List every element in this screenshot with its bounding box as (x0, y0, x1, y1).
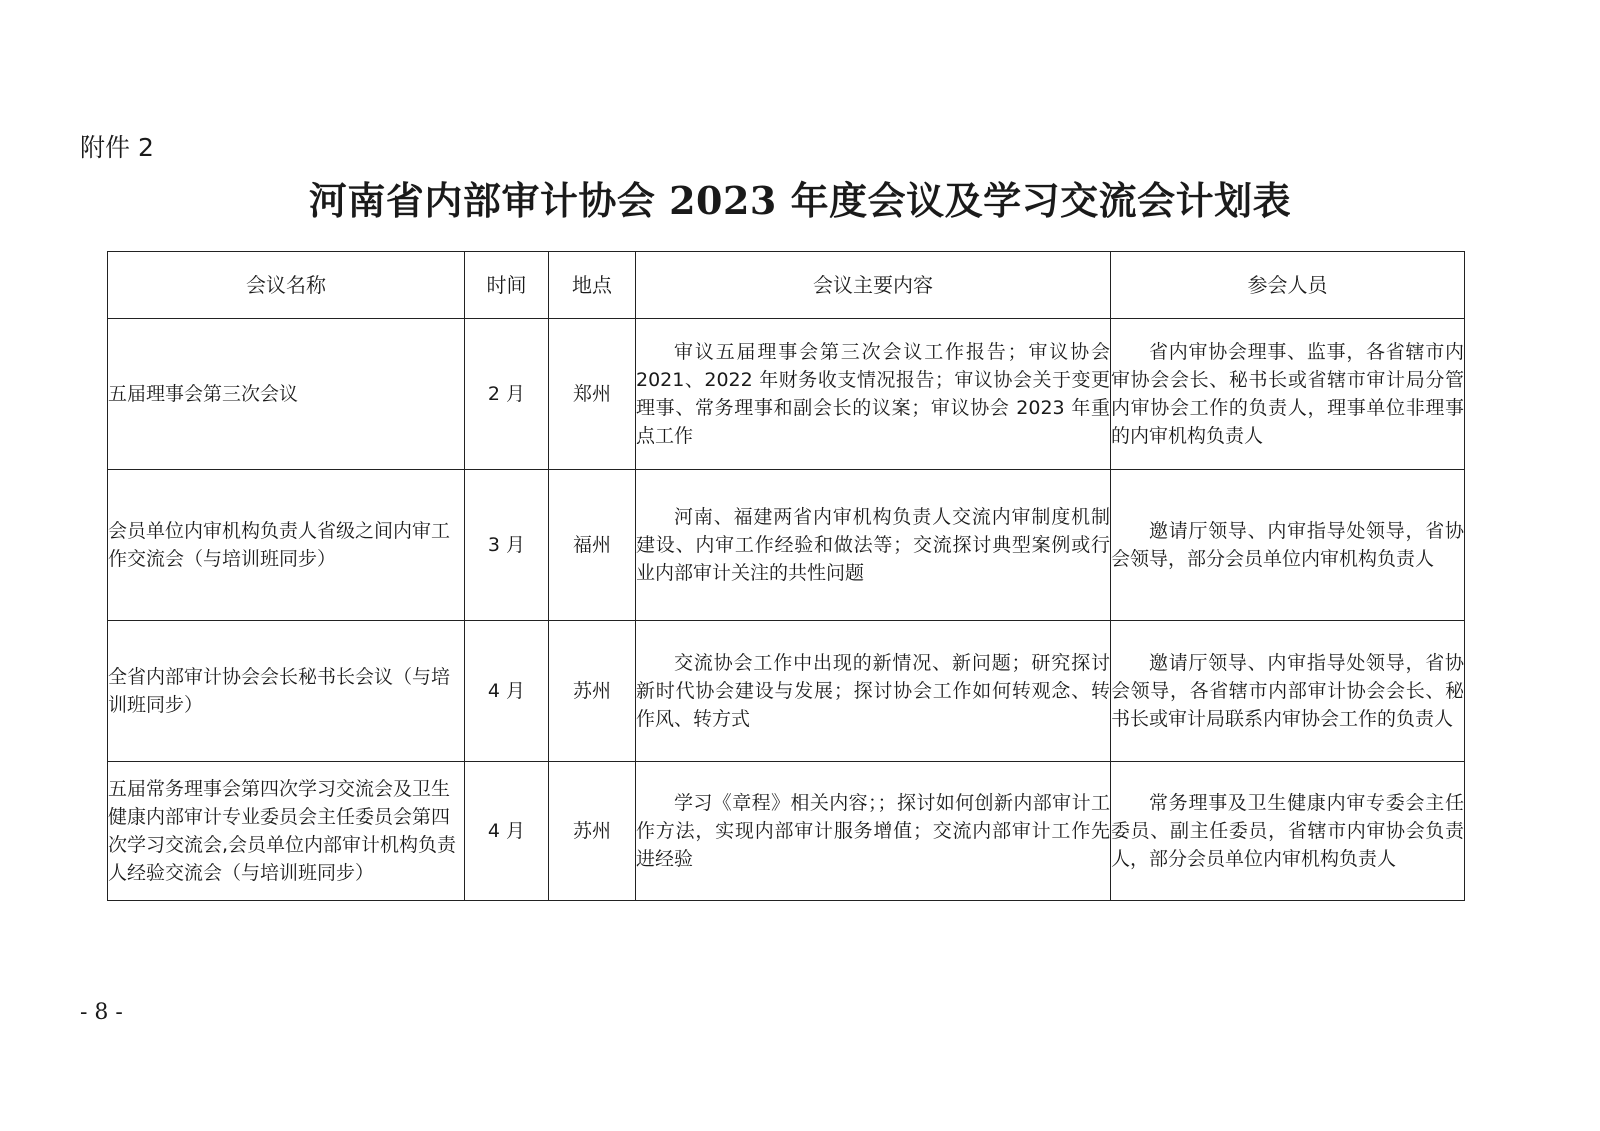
header-time: 时间 (465, 252, 549, 319)
cell-content: 学习《章程》相关内容；；探讨如何创新内部审计工作方法，实现内部审计服务增值；交流内部审计工作先进经验 (636, 762, 1111, 901)
cell-place: 郑州 (549, 319, 636, 470)
cell-attendees: 省内审协会理事、监事，各省辖市内审协会会长、秘书长或省辖市审计局分管内审协会工作的负责人，理事单位非理事的内审机构负责人 (1111, 319, 1465, 470)
table-row (108, 621, 1465, 762)
cell-time: 4 月 (465, 621, 549, 762)
table-row (108, 470, 1465, 621)
cell-place: 苏州 (549, 621, 636, 762)
cell-attendees: 邀请厅领导、内审指导处领导，省协会领导，部分会员单位内审机构负责人 (1111, 470, 1465, 621)
cell-content: 交流协会工作中出现的新情况、新问题；研究探讨新时代协会建设与发展；探讨协会工作如何转观念、转作风、转方式 (636, 621, 1111, 762)
cell-time: 3 月 (465, 470, 549, 621)
cell-meeting-name: 全省内部审计协会会长秘书长会议（与培训班同步） (108, 621, 465, 762)
cell-place: 苏州 (549, 762, 636, 901)
page-number: - 8 - (80, 1000, 123, 1025)
cell-place: 福州 (549, 470, 636, 621)
header-content: 会议主要内容 (636, 252, 1111, 319)
cell-time: 2 月 (465, 319, 549, 470)
cell-attendees: 常务理事及卫生健康内审专委会主任委员、副主任委员，省辖市内审协会负责人，部分会员单位内审机构负责人 (1111, 762, 1465, 901)
cell-time: 4 月 (465, 762, 549, 901)
meeting-plan-table (107, 251, 1465, 901)
cell-content: 审议五届理事会第三次会议工作报告；审议协会 2021、2022 年财务收支情况报告；审议协会关于变更理事、常务理事和副会长的议案；审议协会 2023 年重点工作 (636, 319, 1111, 470)
cell-meeting-name: 五届理事会第三次会议 (108, 319, 465, 470)
header-place: 地点 (549, 252, 636, 319)
table-row (108, 319, 1465, 470)
header-meeting-name: 会议名称 (108, 252, 465, 319)
page-title: 河南省内部审计协会 2023 年度会议及学习交流会计划表 (308, 178, 1292, 223)
cell-meeting-name: 五届常务理事会第四次学习交流会及卫生健康内部审计专业委员会主任委员会第四次学习交流会,会员单位内部审计机构负责人经验交流会（与培训班同步） (108, 762, 465, 901)
header-attendees: 参会人员 (1111, 252, 1465, 319)
cell-content: 河南、福建两省内审机构负责人交流内审制度机制建设、内审工作经验和做法等；交流探讨典型案例或行业内部审计关注的共性问题 (636, 470, 1111, 621)
attachment-label: 附件 2 (80, 133, 154, 162)
cell-attendees: 邀请厅领导、内审指导处领导，省协会领导，各省辖市内部审计协会会长、秘书长或审计局联系内审协会工作的负责人 (1111, 621, 1465, 762)
table-row (108, 762, 1465, 901)
cell-meeting-name: 会员单位内审机构负责人省级之间内审工作交流会（与培训班同步） (108, 470, 465, 621)
table-header-row (108, 252, 1465, 319)
